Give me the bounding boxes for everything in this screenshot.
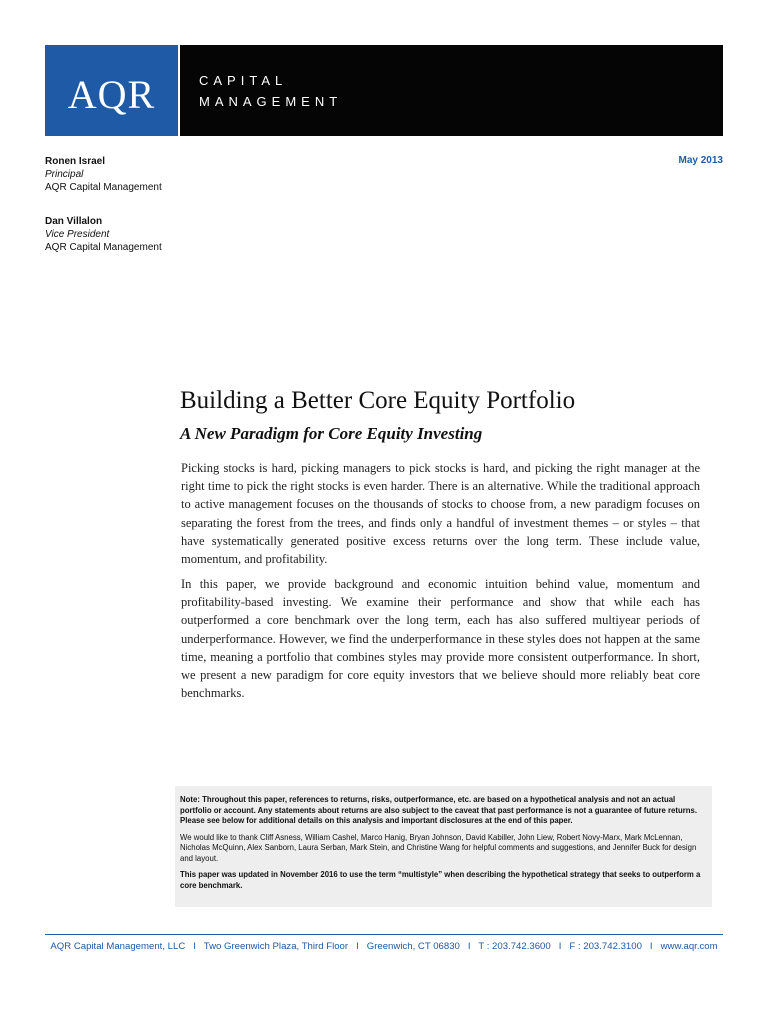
disclaimer-note-box xyxy=(175,786,712,907)
author-title: Principal xyxy=(45,169,84,180)
footer-contact: AQR Capital Management, LLC I Two Greenwich Plaza, Third Floor I Greenwich, CT 06830 I T : 203.742.3600 I F : 203.742.3100 I www.aqr.com xyxy=(50,941,718,952)
header-banner xyxy=(45,45,723,136)
note-acknowledgments: We would like to thank Cliff Asness, William Cashel, Marco Hanig, Bryan Johnson, David Kabiller, John Liew, Robert Novy-Marx, Mark McLennan, Nicholas McQuinn, Alex Sanborn, Laura Serban, Mark Stein, and Christine Wang for helpful comments and suggestions, and Jennifer Buck for design and layout. xyxy=(180,832,697,863)
author-org: AQR Capital Management xyxy=(45,182,162,193)
publication-date: May 2013 xyxy=(678,155,723,166)
note-update: This paper was updated in November 2016 to use the term “multistyle” when describing the hypothetical strategy that seeks to outperform a core benchmark. xyxy=(180,870,701,890)
aqr-logo xyxy=(45,45,180,136)
author-org: AQR Capital Management xyxy=(45,242,162,253)
paper-title: Building a Better Core Equity Portfolio xyxy=(180,387,576,414)
logo-text: AQR xyxy=(67,72,156,117)
author-name: Dan Villalon xyxy=(45,216,103,227)
firm-name-line-2: MANAGEMENT xyxy=(199,94,343,109)
author-title: Vice President xyxy=(45,229,110,240)
footer-divider xyxy=(45,934,723,935)
author-block xyxy=(45,155,162,194)
note-disclaimer: Note: Throughout this paper, references to returns, risks, outperformance, etc. are based on a hypothetical analysis and not an actual portfolio or account. Any statements about returns are also subject to the caveat that past performance is not a guarantee of future returns. Please see below for additional details on this analysis and important disclosures at the end of this paper. xyxy=(180,795,698,825)
author-name: Ronen Israel xyxy=(45,156,106,167)
abstract-paragraph: Picking stocks is hard, picking managers to pick stocks is hard, and picking the right manager at the right time to pick the right stocks is even harder. There is an alternative. While the traditional approach to active management focuses on the thousands of stocks to choose from, a new paradigm focuses on separating the forest from the trees, and finds only a handful of investment themes – or styles – that have systematically generated positive excess returns over the long term. These include value, momentum, and profitability. xyxy=(181,461,700,567)
firm-name-line-1: CAPITAL xyxy=(199,73,288,88)
author-block xyxy=(45,215,162,254)
paper-subtitle: A New Paradigm for Core Equity Investing xyxy=(180,424,483,443)
abstract-paragraph: In this paper, we provide background and economic intuition behind value, momentum and profitability-based investing. We examine their performance and show that while each has outperformed a core benchmark over the long term, each has also suffered multiyear periods of underperformance. However, we find the underperformance in these styles does not happen at the same time, meaning a portfolio that combines styles may provide more consistent outperformance. In short, we present a new paradigm for core equity investors that we believe should more reliably beat core benchmarks. xyxy=(181,577,700,701)
